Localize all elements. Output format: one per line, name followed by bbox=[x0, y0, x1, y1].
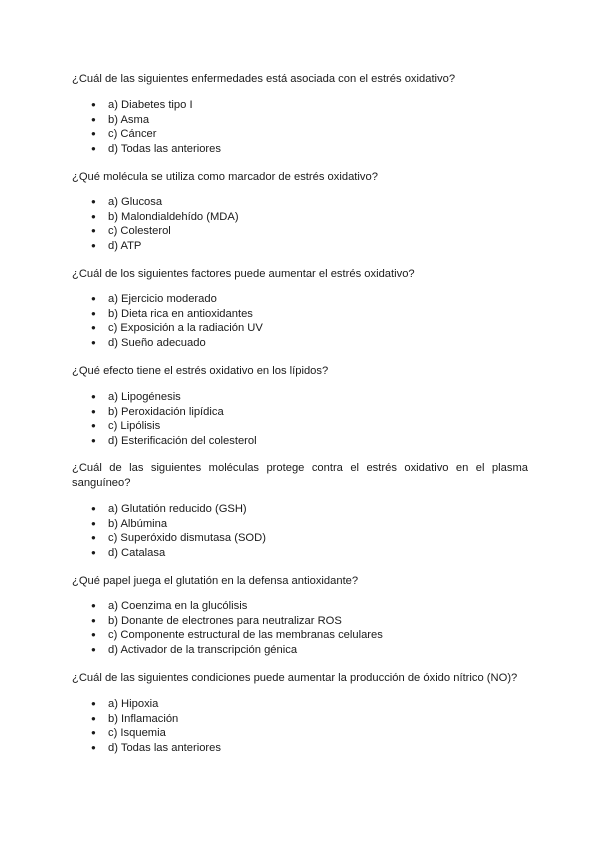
bullet-icon: ● bbox=[91, 699, 96, 708]
bullet-icon: ● bbox=[91, 129, 96, 139]
bullet-icon: ● bbox=[91, 601, 96, 610]
bullet-icon: ● bbox=[91, 630, 96, 640]
bullet-icon: ● bbox=[91, 308, 96, 318]
question-7: ¿Cuál de las siguientes condiciones puede aumentar la producción de óxido nítrico (NO)? bbox=[72, 672, 518, 684]
bullet-icon: ● bbox=[91, 518, 96, 528]
question-6: ¿Qué papel juega el glutatión en la defensa antioxidante? bbox=[72, 575, 359, 587]
bullet-icon: ● bbox=[91, 645, 96, 655]
bullet-icon: ● bbox=[91, 144, 96, 154]
bullet-icon: ● bbox=[91, 548, 96, 558]
bullet-icon: ● bbox=[91, 615, 96, 625]
bullet-icon: ● bbox=[91, 436, 96, 446]
question-5: ¿Cuál de las siguientes moléculas protege contra el estrés oxidativo en el plasma sanguíneo? bbox=[72, 462, 528, 489]
bullet-icon: ● bbox=[91, 392, 96, 401]
bullet-icon: ● bbox=[91, 533, 96, 543]
bullet-icon: ● bbox=[91, 294, 96, 303]
bullet-icon: ● bbox=[91, 421, 96, 431]
bullet-icon: ● bbox=[91, 406, 96, 416]
bullet-icon: ● bbox=[91, 197, 96, 206]
bullet-icon: ● bbox=[91, 226, 96, 236]
bullet-icon: ● bbox=[91, 100, 96, 109]
bullet-icon: ● bbox=[91, 114, 96, 124]
document-page: ¿Cuál de las siguientes enfermedades está asociada con el estrés oxidativo? ● a) Diabetes tipo I ● b) Asma ● c) Cáncer ● d) Todas las anteriores ¿Qué molécula se utiliza como marcador de estrés oxidativo? ● a) Glucosa ● b) Malondialdehído (MDA) ● c) Colesterol ● d) ATP ¿Cuál de los siguientes factores puede aumentar el estrés oxidativo? ● a) Ejercicio moderado ● b) Dieta rica en antioxidantes ● c) Exposición a la radiación UV ● d) Sueño adecuado ¿Qué efecto tiene el estrés oxidativo en los lípidos? ● a) Lipogénesis ● b) Peroxidación lipídica ● c) Lipólisis ● d) Esterificación del colesterol ¿Cuál de las siguientes moléculas protege contra el estrés oxidativo en el plasma sanguíneo? ● a) Glutatión reducido (GSH) ● b) Albúmina ● c) Superóxido dismutasa (SOD) ● d) Catalasa ¿Qué papel juega el glutatión en la defensa antioxidante? ● a) Coenzima en la glucólisis ● b) Donante de electrones para neutralizar ROS ● c) Componente estructural de las membranas celulares ● d) Activador de la transcripción génica ¿Cuál de las siguientes condiciones puede aumentar la producción de óxido nítrico (NO)? ● a) Hipoxia ● b) Inflamación ● c) Isquemia ● d) Todas las anteriores bbox=[72, 73, 528, 755]
bullet-icon: ● bbox=[91, 338, 96, 348]
bullet-icon: ● bbox=[91, 728, 96, 738]
bullet-icon: ● bbox=[91, 743, 96, 753]
bullet-icon: ● bbox=[91, 504, 96, 513]
bullet-icon: ● bbox=[91, 241, 96, 251]
question-1: ¿Cuál de las siguientes enfermedades está asociada con el estrés oxidativo? bbox=[72, 73, 456, 85]
bullet-icon: ● bbox=[91, 323, 96, 333]
question-4: ¿Qué efecto tiene el estrés oxidativo en los lípidos? bbox=[72, 365, 329, 377]
question-2: ¿Qué molécula se utiliza como marcador de estrés oxidativo? bbox=[72, 171, 378, 183]
question-3: ¿Cuál de los siguientes factores puede aumentar el estrés oxidativo? bbox=[72, 268, 415, 280]
bullet-icon: ● bbox=[91, 211, 96, 221]
bullet-icon: ● bbox=[91, 713, 96, 723]
